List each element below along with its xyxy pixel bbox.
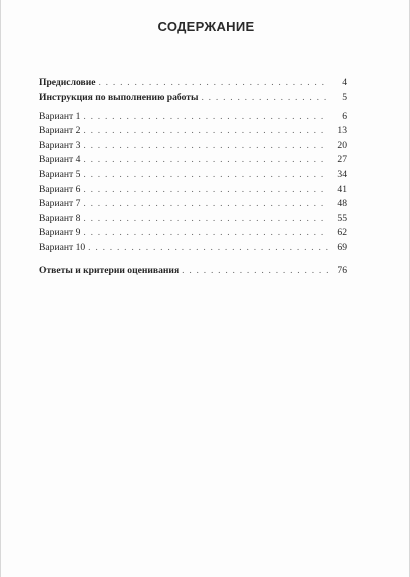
- toc-entry-label: Вариант 10: [39, 241, 86, 253]
- dot-leader: [182, 264, 328, 279]
- dot-leader: [98, 76, 328, 91]
- toc-entry-page: 69: [337, 241, 347, 253]
- dot-leader: [88, 241, 328, 256]
- toc-entry-label: Вариант 6: [39, 183, 81, 195]
- toc-entry-label: Предисловие: [39, 77, 96, 88]
- toc-entry-variant-7: [39, 197, 347, 212]
- toc-entry-label: Вариант 7: [39, 198, 81, 210]
- toc-entry-label: Вариант 5: [39, 168, 81, 180]
- toc-entry-page: 20: [337, 139, 347, 151]
- toc-entry-page: 13: [337, 125, 347, 137]
- toc-entry-variant-8: [39, 212, 347, 227]
- toc-entry-page: 6: [342, 110, 347, 122]
- toc-entry-variant-10: [39, 241, 347, 256]
- dot-leader: [83, 226, 328, 241]
- toc-entry-label: Инструкция по выполнению работы: [39, 91, 199, 103]
- toc-entry-variant-9: [39, 226, 347, 241]
- toc-entry-preface: [39, 76, 347, 91]
- table-of-contents: [39, 76, 347, 278]
- toc-entry-page: 55: [337, 212, 347, 224]
- toc-entry-answers: [39, 264, 347, 279]
- dot-leader: [83, 139, 328, 154]
- toc-entry-page: 76: [337, 264, 347, 276]
- toc-entry-page: 48: [337, 198, 347, 210]
- toc-entry-label: Вариант 9: [39, 227, 81, 239]
- dot-leader: [201, 91, 328, 106]
- toc-entry-variant-3: [39, 139, 347, 154]
- toc-entry-page: 34: [337, 168, 347, 180]
- toc-entry-variant-5: [39, 168, 347, 183]
- dot-leader: [83, 212, 328, 227]
- dot-leader: [83, 124, 328, 139]
- toc-entry-label: Вариант 3: [39, 139, 81, 151]
- dot-leader: [83, 153, 328, 168]
- toc-entry-instructions: [39, 91, 347, 106]
- toc-entry-label: Вариант 2: [39, 125, 81, 137]
- toc-entry-label: Вариант 4: [39, 154, 81, 166]
- toc-entry-page: 5: [342, 91, 347, 103]
- toc-entry-variant-2: [39, 124, 347, 139]
- dot-leader: [83, 183, 328, 198]
- dot-leader: [83, 110, 328, 125]
- toc-entry-page: 4: [342, 77, 347, 88]
- toc-entry-variant-1: [39, 110, 347, 125]
- toc-entry-page: 41: [337, 183, 347, 195]
- toc-entry-variant-4: [39, 153, 347, 168]
- page-title: СОДЕРЖАНИЕ: [157, 19, 255, 34]
- toc-entry-label: Ответы и критерии оценивания: [39, 264, 180, 276]
- toc-entry-label: Вариант 1: [39, 110, 81, 122]
- toc-entry-page: 27: [337, 154, 347, 166]
- toc-entry-page: 62: [337, 227, 347, 239]
- toc-entry-label: Вариант 8: [39, 212, 81, 224]
- dot-leader: [83, 197, 328, 212]
- toc-entry-variant-6: [39, 183, 347, 198]
- dot-leader: [83, 168, 328, 183]
